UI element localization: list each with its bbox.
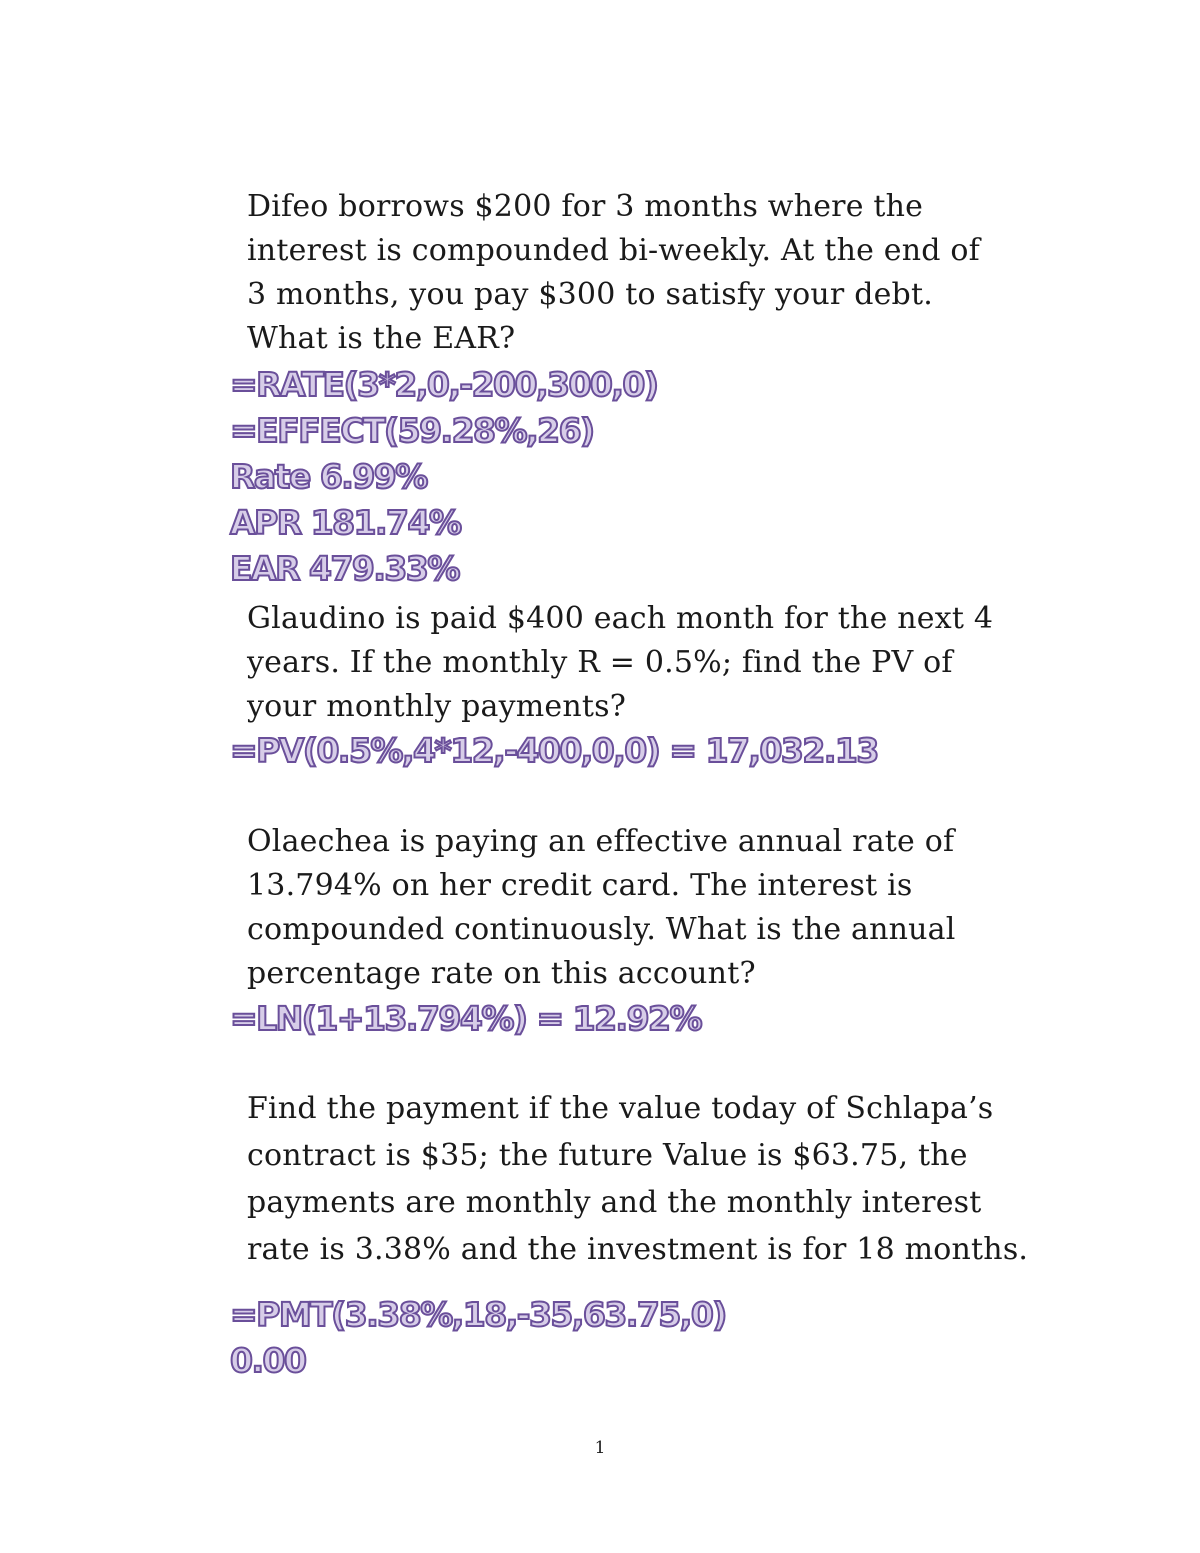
answer-1-line-2: =EFFECT(59.28%,26) [230, 411, 594, 450]
question-4-line-2: contract is $35; the future Value is $63.75, the [247, 1138, 968, 1173]
answer-3 [230, 996, 701, 1042]
question-3-line-1: Olaechea is paying an effective annual rate of [247, 824, 955, 859]
answer-2-line-1: =PV(0.5%,4*12,-400,0,0) = 17,032.13 [230, 731, 878, 770]
question-3-line-2: 13.794% on her credit card. The interest is [247, 868, 913, 903]
question-4-line-4: rate is 3.38% and the investment is for 18 months. [247, 1232, 1029, 1267]
question-4-line-1: Find the payment if the value today of Schlapa’s [247, 1091, 994, 1126]
question-4-line-3: payments are monthly and the monthly interest [247, 1185, 982, 1220]
question-1 [247, 185, 980, 361]
answer-1-line-3: Rate 6.99% [230, 457, 427, 496]
question-2-line-3: your monthly payments? [247, 689, 626, 724]
page-number: 1 [594, 1438, 606, 1458]
answer-1 [230, 362, 657, 592]
question-4 [247, 1085, 1028, 1273]
question-2-line-2: years. If the monthly R = 0.5%; find the PV of [247, 645, 953, 680]
question-2 [247, 597, 993, 729]
question-1-line-1: Difeo borrows $200 for 3 months where the [247, 189, 924, 224]
answer-1-line-1: =RATE(3*2,0,-200,300,0) [230, 365, 658, 404]
answer-4-line-2: 0.00 [230, 1341, 306, 1380]
answer-1-line-5: EAR 479.33% [230, 549, 459, 588]
answer-2 [230, 728, 878, 774]
question-1-line-3: 3 months, you pay $300 to satisfy your debt. [247, 277, 933, 312]
question-1-line-2: interest is compounded bi-weekly. At the end of [247, 233, 980, 268]
answer-4-line-1: =PMT(3.38%,18,-35,63.75,0) [230, 1295, 726, 1334]
answer-4 [230, 1292, 726, 1384]
answer-3-line-1: =LN(1+13.794%) = 12.92% [230, 999, 702, 1038]
question-3-line-3: compounded continuously. What is the annual [247, 912, 956, 947]
answer-1-line-4: APR 181.74% [230, 503, 461, 542]
question-1-line-4: What is the EAR? [247, 321, 516, 356]
question-2-line-1: Glaudino is paid $400 each month for the next 4 [247, 601, 994, 636]
question-3 [247, 820, 956, 996]
question-3-line-4: percentage rate on this account? [247, 956, 756, 991]
